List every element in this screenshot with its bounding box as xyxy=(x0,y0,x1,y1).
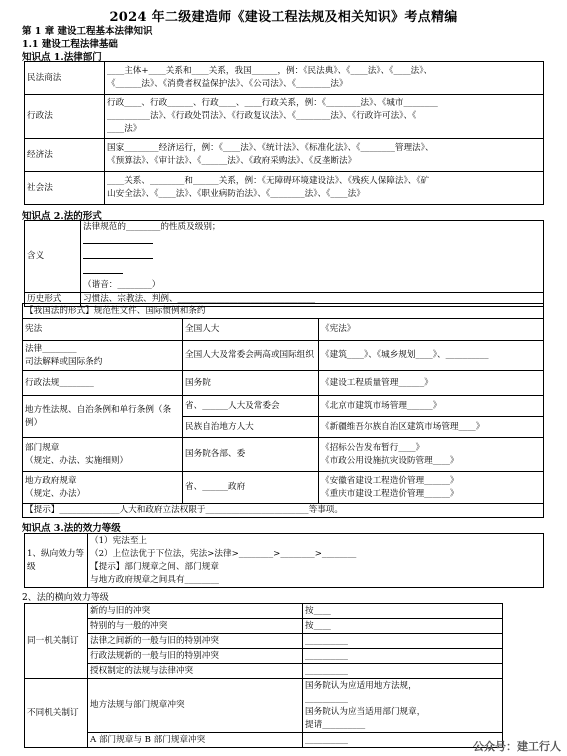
vertical-label: 1、纵向效力等级 xyxy=(25,534,88,588)
row-label: 社会法 xyxy=(25,172,105,205)
form-cell: 法律________ 司法解释或国际条约 xyxy=(23,341,183,371)
kp2-heading: 知识点 2.法的形式 xyxy=(22,211,102,222)
china-forms-title: 【我国法的形式】规范性文件、国际惯例和条约 xyxy=(23,304,544,319)
result-cell: 国务院认为应适用地方法规， __________ 国务院认为应当适用部门规章， 提请__________ xyxy=(303,679,503,733)
example-cell: 《建筑____》、《城乡规划____》、__________ xyxy=(319,341,544,371)
case-cell: 特别的与一般的冲突 xyxy=(88,619,303,634)
organ-cell: 民族自治地方人大 xyxy=(183,417,319,438)
china-law-forms-table xyxy=(22,303,544,518)
organ-cell: 省、______人大及常委会 xyxy=(183,396,319,417)
diff-organ-label: 不同机关制订 xyxy=(25,679,88,748)
table-row xyxy=(25,221,544,293)
case-cell: 授权制定的法规与法律冲突 xyxy=(88,664,303,679)
table-row xyxy=(23,438,544,472)
table-row xyxy=(23,319,544,341)
example-cell: 《宪法》 xyxy=(319,319,544,341)
legislation-note: 【提示】______________人大和政府立法权限于________________________等事项。 xyxy=(23,504,544,518)
organ-cell: 全国人大 xyxy=(183,319,319,341)
horizontal-effect-table xyxy=(24,603,503,748)
result-cell: __________ xyxy=(303,649,503,664)
example-cell: 《新疆维吾尔族自治区建筑市场管理____》 xyxy=(319,417,544,438)
result-cell: __________ xyxy=(303,664,503,679)
example-cell: 《建设工程质量管理______》 xyxy=(319,371,544,396)
kp3-heading: 知识点 3.法的效力等级 xyxy=(22,523,121,534)
table-row xyxy=(23,396,544,417)
meaning-content: 法律规范的________的性质及级别； （谐音：________） xyxy=(81,221,544,293)
table-row xyxy=(25,619,503,634)
row-content: ____关系、________和______关系，例：《无障碍环境建设法》、《残疾人保障法》、《矿 山安全法》、《____法》、《职业病防治法》、《________法》、《____法》 xyxy=(105,172,544,205)
example-cell: 《北京市建筑市场管理______》 xyxy=(319,396,544,417)
example-cell: 《招标公告发布暂行____》 《市政公用设施抗灾设防管理____》 xyxy=(319,438,544,472)
organ-cell: 省、______政府 xyxy=(183,472,319,504)
table-row xyxy=(25,139,544,172)
result-cell: __________ xyxy=(303,634,503,649)
case-cell: A 部门规章与 B 部门规章冲突 xyxy=(88,733,303,748)
example-cell: 《安徽省建设工程造价管理______》 《重庆市建设工程造价管理______》 xyxy=(319,472,544,504)
horizontal-heading: 2、法的横向效力等级 xyxy=(22,593,109,603)
table-row xyxy=(25,62,544,95)
law-form-meaning-table xyxy=(24,220,544,307)
table-row xyxy=(23,504,544,518)
form-cell: 地方性法规、自治条例和单行条例（条例） xyxy=(23,396,183,438)
vertical-effect-table xyxy=(24,533,544,588)
table-row xyxy=(25,733,503,748)
table-row xyxy=(25,95,544,139)
case-cell: 行政法规新的一般与旧的特别冲突 xyxy=(88,649,303,664)
table-row xyxy=(23,371,544,396)
row-content: ____主体+____关系和____关系，我国______，例：《民法典》、《____法》、《____法》、 《______法》、《消费者权益保护法》、《公司法》、《________法》 xyxy=(105,62,544,95)
result-cell: 按____ xyxy=(303,619,503,634)
result-cell: __________ xyxy=(303,733,503,748)
table-row xyxy=(25,634,503,649)
organ-cell: 全国人大及常委会两高或国际组织 xyxy=(183,341,319,371)
row-content: 国家________经济运行，例：《____法》、《统计法》、《标准化法》、《________管理法》、 《预算法》、《审计法》、《______法》、《政府采购法》、《反垄断法》 xyxy=(105,139,544,172)
form-cell: 行政法规________ xyxy=(23,371,183,396)
meaning-label: 含义 xyxy=(25,221,81,293)
case-cell: 法律之间新的一般与旧的特别冲突 xyxy=(88,634,303,649)
section-heading: 1.1 建设工程法律基础 xyxy=(22,39,118,50)
legal-department-table xyxy=(24,61,544,205)
history-content: 习惯法、宗教法、判例、________________________________ xyxy=(81,293,544,307)
watermark: 公众号：建工行人 xyxy=(473,740,561,753)
result-cell: 按____ xyxy=(303,604,503,619)
case-cell: 新的与旧的冲突 xyxy=(88,604,303,619)
row-label: 经济法 xyxy=(25,139,105,172)
form-cell: 部门规章 （规定、办法、实施细则） xyxy=(23,438,183,472)
row-label: 民法商法 xyxy=(25,62,105,95)
vertical-content: （1）宪法至上 （2）上位法优于下位法，宪法>法律>________>________>________ 【提示】部门规章之间、部门规章 与地方政府规章之间具有________ xyxy=(88,534,544,588)
table-row xyxy=(25,649,503,664)
row-label: 行政法 xyxy=(25,95,105,139)
table-row xyxy=(25,172,544,205)
document-title: 2024 年二级建造师《建设工程法规及相关知识》考点精编 xyxy=(109,10,458,25)
form-cell: 宪法 xyxy=(23,319,183,341)
table-row xyxy=(23,472,544,504)
table-row xyxy=(25,534,544,588)
form-cell: 地方政府规章 （规定、办法） xyxy=(23,472,183,504)
table-row xyxy=(25,604,503,619)
organ-cell: 国务院各部、委 xyxy=(183,438,319,472)
history-label: 历史形式 xyxy=(25,293,81,307)
table-row xyxy=(23,341,544,371)
organ-cell: 国务院 xyxy=(183,371,319,396)
table-row xyxy=(25,679,503,733)
table-row xyxy=(23,304,544,319)
case-cell: 地方法规与部门规章冲突 xyxy=(88,679,303,733)
row-content: 行政____、行政______、行政____、____行政关系，例：《________法》、《城市________ __________法》、《行政处罚法》、《行政复议法》、《________法》、《行政许可法》、《 ____法》 xyxy=(105,95,544,139)
same-organ-label: 同一机关制订 xyxy=(25,604,88,679)
table-row xyxy=(25,664,503,679)
chapter-heading: 第 1 章 建设工程基本法律知识 xyxy=(22,26,153,37)
kp1-heading: 知识点 1.法律部门 xyxy=(22,52,102,63)
